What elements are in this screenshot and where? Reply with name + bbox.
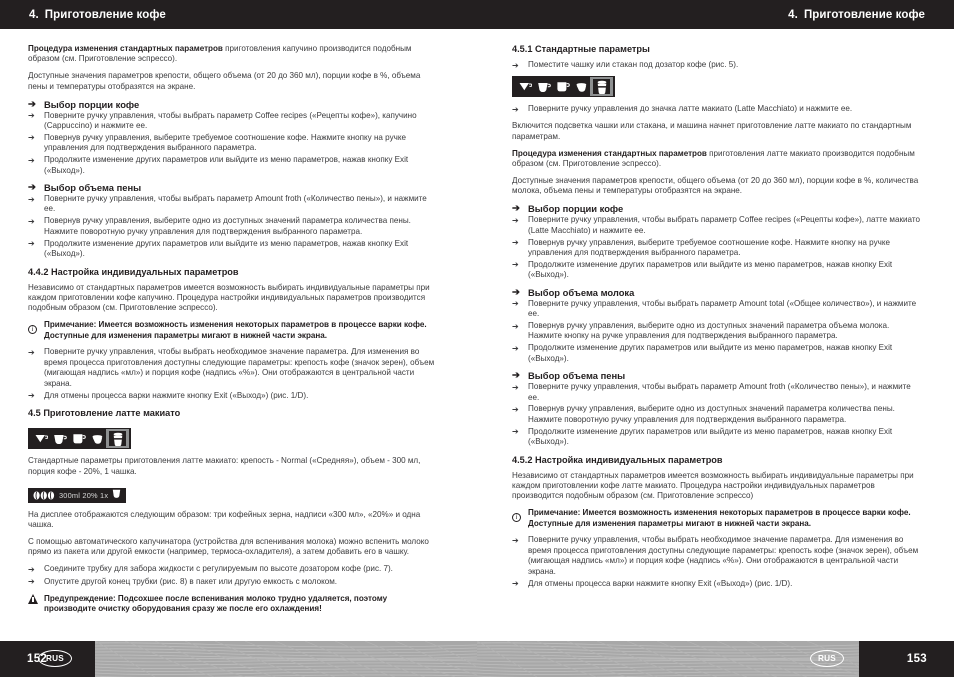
arrow-icon: ➔	[512, 260, 519, 270]
left-section-442-heading: 4.4.2 Настройка индивидуальных параметров	[28, 266, 239, 277]
right-note-452-text: Примечание: Имеется возможность изменения некоторых параметров в процессе варки кофе. Доступные для изменения параметры мигают в нижней части экрана.	[528, 508, 911, 528]
left-note-442-text: Примечание: Имеется возможность изменения некоторых параметров в процессе варки кофе. Доступные для изменения параметры мигают в нижней части экрана.	[44, 320, 427, 340]
right-heading-portion	[512, 203, 924, 214]
list-item-text: Поверните ручку управления, чтобы выбрать параметр Amount froth («Количество пены»), и нажмите ее.	[528, 382, 911, 402]
list-item-text: Поверните ручку управления до значка латте макиато (Latte Macchiato) и нажмите ее.	[528, 104, 853, 114]
left-intro-bold: Процедура изменения стандартных параметров	[28, 44, 223, 53]
cup-count-icon	[112, 486, 121, 504]
list-item-text: Продолжите изменение других параметров или выйдите из меню параметров, нажав кнопку Exit («Выход»).	[528, 343, 893, 363]
list-item-text: Поверните ручку управления, чтобы выбрать необходимое значение параметра. Для изменения во время процесса приготовления доступны следующие параметры: крепость кофе (значок зерен), объем (мигающая надпись «мл») и порция кофе (надпись «%»). Они отображаются в центральной части экрана.	[44, 347, 435, 388]
coffee-cup-icon	[50, 430, 69, 447]
list-item-text: Повернув ручку управления, выберите одно из доступных значений параметра количества пены. Нажмите поворотную ручку управления для подтверждения выбранного параметра.	[528, 404, 895, 424]
cup-size-strip-right	[512, 76, 615, 97]
language-badge-right	[810, 650, 844, 667]
footer-band-right	[477, 641, 859, 677]
left-heading-froth-label: Выбор объема пены	[44, 182, 142, 194]
arrow-icon: ➔	[512, 60, 519, 70]
page-number-left: 152	[27, 653, 48, 665]
right-451-intro-paragraph	[512, 149, 924, 170]
right-heading-portion-label: Выбор порции кофе	[528, 203, 624, 215]
coffee-beans-icon	[33, 491, 55, 500]
list-item	[512, 299, 924, 320]
list-item	[512, 238, 924, 259]
list-item-text: Повернув ручку управления, выберите одно из доступных значений параметра объема молока. Нажмите кнопку на ручке управления для подтверждения выбранного параметра.	[528, 321, 890, 341]
arrow-icon: ➔	[512, 535, 519, 545]
arrow-icon: ➔	[28, 98, 36, 110]
list-item-text: Для отмены процесса варки нажмите кнопку Exit («Выход») (рис. 1/D).	[44, 390, 309, 400]
list-item-text: Повернув ручку управления, выберите одно из доступных значений параметра количества пены. Нажмите поворотную ручку управления для подтверждения выбранного параметра.	[44, 216, 411, 236]
list-item	[28, 216, 440, 237]
right-section-451-heading: 4.5.1 Стандартные параметры	[512, 44, 650, 54]
arrow-icon: ➔	[28, 391, 35, 401]
cappuccino-cup-icon	[88, 430, 107, 447]
arrow-icon: ➔	[28, 111, 35, 121]
list-item-text: Поверните ручку управления, чтобы выбрать параметр Coffee recipes («Рецепты кофе»), латте макиато (Latte Macchiato) и нажмите ее.	[528, 215, 920, 235]
right-column	[512, 44, 924, 596]
right-froth-list	[512, 382, 924, 447]
header-chapter-number-left: 4.	[29, 8, 39, 21]
right-452-list	[512, 535, 924, 589]
list-item	[28, 239, 440, 260]
list-item	[512, 321, 924, 342]
wave-pattern-icon	[95, 641, 477, 677]
right-portion-list	[512, 215, 924, 280]
list-item	[28, 111, 440, 132]
coffee-cup-icon	[534, 78, 553, 95]
list-item	[512, 535, 924, 577]
page-number-box-right	[859, 641, 954, 677]
wave-pattern-icon	[477, 641, 859, 677]
header-chapter-title-right: Приготовление кофе	[803, 8, 925, 21]
right-451-backlight-paragraph: Включится подсветка чашки или стакана, и машина начнет приготовление латте макиато по стандартным параметрам.	[512, 121, 912, 141]
list-item	[28, 194, 440, 215]
left-45-paragraph-2: На дисплее отображаются следующим образом: три кофейных зерна, надписи «300 мл», «20%» и одна чашка.	[28, 509, 421, 530]
warning-triangle-icon	[28, 594, 44, 605]
arrow-icon: ➔	[28, 216, 35, 226]
arrow-icon: ➔	[28, 239, 35, 249]
mug-icon	[553, 78, 572, 95]
right-451-intro-paragraph-2: Доступные значения параметров крепости, общего объема (от 20 до 360 мл), порции кофе в %, количества молока, объема пены и температуры отобразятся на экране.	[512, 175, 919, 196]
list-item-text: Поверните ручку управления, чтобы выбрать параметр Coffee recipes («Рецепты кофе»), капучино (Cappuccino) и нажмите ее.	[44, 110, 417, 131]
list-item	[512, 215, 924, 236]
arrow-icon: ➔	[28, 577, 35, 587]
list-item-text: Продолжите изменение других параметров или выйдите из меню параметров, нажав кнопку Exit («Выход»).	[528, 259, 893, 280]
list-item-text: Для отмены процесса варки нажмите кнопку Exit («Выход») (рис. 1/D).	[528, 578, 793, 588]
page-number-right: 153	[906, 653, 927, 665]
info-circle-icon	[512, 508, 528, 527]
header-title-left	[29, 9, 166, 21]
display-readout-strip	[28, 488, 126, 503]
right-heading-milk	[512, 287, 924, 298]
left-froth-list	[28, 194, 440, 259]
list-item	[28, 577, 440, 588]
right-section-452-heading: 4.5.2 Настройка индивидуальных параметров	[512, 454, 723, 465]
header-title-right	[788, 9, 925, 21]
left-45-paragraph-1: Стандартные параметры приготовления латте макиато: крепость - Normal («Средняя»), объем - 300 мл, порция кофе - 20%, 1 чашка.	[28, 456, 421, 476]
arrow-icon: ➔	[512, 299, 519, 309]
list-item	[512, 343, 924, 364]
list-item	[28, 564, 440, 575]
arrow-icon: ➔	[28, 155, 35, 165]
left-warning-block	[28, 594, 440, 615]
arrow-icon: ➔	[28, 347, 35, 357]
left-442-list	[28, 347, 440, 401]
list-item	[512, 60, 924, 71]
mug-icon	[69, 430, 88, 447]
right-section-452-paragraph: Независимо от стандартных параметров имеется возможность выбирать индивидуальные параметры при каждом приготовлении кофе латте макиато. Процедура настройки индивидуальных параметров производится подобным образом (см. Приготовление эспрессо)	[512, 470, 914, 501]
list-item	[512, 579, 924, 590]
left-heading-portion-label: Выбор порции кофе	[44, 98, 140, 110]
arrow-icon: ➔	[512, 382, 519, 392]
left-intro-paragraph-1	[28, 44, 440, 65]
info-circle-icon	[28, 320, 44, 339]
cappuccino-cup-icon	[572, 78, 591, 95]
arrow-icon: ➔	[512, 579, 519, 589]
right-milk-list	[512, 299, 924, 364]
arrow-icon: ➔	[512, 203, 520, 215]
left-heading-froth	[28, 182, 440, 193]
list-item	[28, 391, 440, 402]
left-section-442-paragraph: Независимо от стандартных параметров имеется возможность выбирать индивидуальные параметры при каждом приготовлении кофе капучино. Процедура настройки индивидуальных параметров производится подобным образом (см. Приготовление эспрессо).	[28, 282, 430, 313]
list-item-text: Продолжите изменение других параметров или выйдите из меню параметров, нажав кнопку Exit («Выход»).	[44, 155, 409, 175]
right-heading-froth	[512, 370, 924, 381]
espresso-cup-icon	[515, 78, 534, 95]
list-item	[512, 260, 924, 281]
right-intro-rest: приготовления латте макиато производится подобным образом (см. Приготовление эспрессо).	[512, 148, 915, 169]
arrow-icon: ➔	[512, 286, 520, 298]
list-item	[512, 104, 924, 115]
arrow-icon: ➔	[512, 343, 519, 353]
arrow-icon: ➔	[512, 238, 519, 248]
page-footer	[0, 641, 954, 677]
left-section-45-heading: 4.5 Приготовление латте макиато	[28, 408, 181, 419]
left-note-442	[28, 320, 440, 341]
latte-macchiato-glass-icon-selected[interactable]	[591, 78, 612, 95]
list-item-text: Продолжите изменение других параметров или выйдите из меню параметров, нажав кнопку Exit («Выход»).	[44, 238, 409, 259]
left-portion-list	[28, 111, 440, 176]
arrow-icon: ➔	[28, 194, 35, 204]
list-item	[28, 347, 440, 389]
arrow-icon: ➔	[512, 370, 520, 382]
list-item	[512, 427, 924, 448]
arrow-icon: ➔	[28, 564, 35, 574]
list-item-text: Поверните ручку управления, чтобы выбрать параметр Amount froth («Количество пены»), и нажмите ее.	[44, 194, 427, 214]
list-item	[28, 133, 440, 154]
arrow-icon: ➔	[512, 427, 519, 437]
list-item-text: Повернув ручку управления, выберите требуемое соотношение кофе. Нажмите кнопку на ручке управления для подтверждения выбранного параметра.	[528, 237, 890, 257]
header-chapter-number-right: 4.	[788, 8, 798, 21]
language-badge-right-label: RUS	[818, 654, 836, 663]
espresso-cup-icon	[31, 430, 50, 447]
display-readout-text: 300ml 20% 1x	[59, 490, 109, 500]
right-intro-bold: Процедура изменения стандартных параметров	[512, 148, 707, 158]
arrow-icon: ➔	[512, 404, 519, 414]
arrow-icon: ➔	[512, 321, 519, 331]
list-item-text: Поместите чашку или стакан под дозатор кофе (рис. 5).	[528, 60, 739, 69]
left-intro-rest: приготовления капучино производится подобным образом (см. Приготовление эспрессо).	[28, 44, 412, 64]
right-heading-milk-label: Выбор объема молока	[528, 286, 635, 298]
footer-band-left	[95, 641, 477, 677]
list-item-text: Опустите другой конец трубки (рис. 8) в пакет или другую емкость с молоком.	[44, 576, 338, 586]
list-item-text: Соедините трубку для забора жидкости с регулируемым по высоте дозатором кофе (рис. 7).	[44, 564, 393, 574]
arrow-icon: ➔	[28, 133, 35, 143]
header-chapter-title-left: Приготовление кофе	[44, 8, 166, 21]
latte-macchiato-glass-icon-selected[interactable]	[107, 430, 128, 447]
list-item-text: Продолжите изменение других параметров или выйдите из меню параметров, нажав кнопку Exit («Выход»).	[528, 426, 893, 447]
arrow-icon: ➔	[512, 215, 519, 225]
arrow-icon: ➔	[512, 104, 519, 114]
list-item	[512, 404, 924, 425]
list-item-text: Поверните ручку управления, чтобы выбрать необходимое значение параметра. Для изменения во время процесса приготовления доступны следующие параметры: крепость кофе (значок зерен), объем (мигающая надпись «мл») и порция кофе (надпись «%»). Они отображаются в центральной части экрана.	[528, 535, 919, 576]
left-45-list	[28, 564, 440, 587]
cup-size-strip-left	[28, 428, 131, 449]
left-intro-paragraph-2: Доступные значения параметров крепости, общего объема (от 20 до 360 мл), порции кофе в %, объема пены и температуры отобразятся на экране.	[28, 71, 421, 91]
right-heading-froth-label: Выбор объема пены	[528, 370, 626, 382]
left-heading-portion	[28, 99, 440, 110]
left-column	[28, 44, 440, 621]
list-item-text: Повернув ручку управления, выберите требуемое соотношение кофе. Нажмите кнопку на ручке управления для подтверждения выбранного параметра.	[44, 132, 406, 153]
left-warning-text: Предупреждение: Подсохшее после вспенивания молоко трудно удаляется, поэтому производите очистку оборудования сразу же после его охлаждения!	[44, 593, 388, 614]
right-note-452	[512, 508, 924, 529]
list-item-text: Поверните ручку управления, чтобы выбрать параметр Amount total («Общее количество»), и нажмите ее.	[528, 298, 917, 319]
language-badge-left	[38, 650, 72, 667]
left-45-paragraph-3: С помощью автоматического капучинатора (устройства для вспенивания молока) можно вспенить молоко прямо из пакета или другой емкости (например, термоса-охладителя), а затем добавить его в чашку.	[28, 537, 429, 557]
language-badge-left-label: RUS	[46, 654, 64, 663]
arrow-icon: ➔	[28, 182, 36, 194]
list-item	[28, 155, 440, 176]
page-header	[0, 0, 954, 29]
list-item	[512, 382, 924, 403]
